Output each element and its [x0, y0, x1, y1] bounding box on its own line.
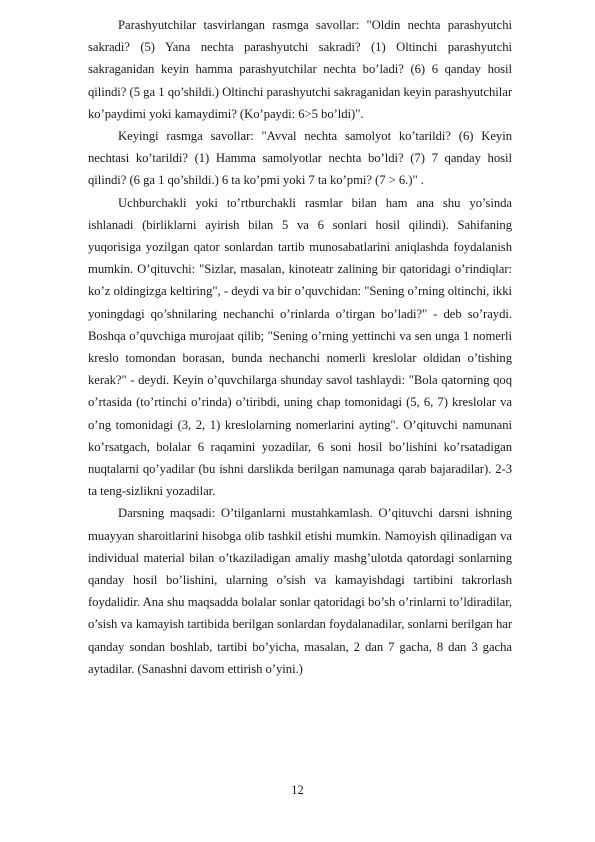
paragraph-parachutists: Parashyutchilar tasvirlangan rasmga savollar: "Oldin nechta parashyutchi sakradi? (5) Yana nechta parashyutchi sakradi? (1) Oltinchi parashyutchi sakraganidan keyin hamma parashyutchilar nechta bo’ladi? (6) 6 qanday hosil qilindi? (5 ga 1 qo’shildi.) Oltinchi parashyutchi sakraganidan keyin parashyutchilar ko’paydimi yoki kamaydimi? (Ko’paydi: 6>5 bo’ldi)". — [88, 18, 512, 121]
paragraph-cinema-seats: Uchburchakli yoki to’rtburchakli rasmlar bilan ham ana shu yo’sinda ishlanadi (birliklarni ayirish bilan 5 va 6 sonlari hosil qilindi). Sahifaning yuqorisiga yozilgan qator sonlardan tartib munosabatlarini aniqlashda foydalanish mumkin. O’qituvchi: "Sizlar, masalan, kinoteatr zalining bir qatoridagi o’rindiqlar: ko’z oldingizga keltiring", - deydi va bir o’quvchidan: "Sening o’rning oltinchi, ikki yoningdagi qo’shnilaring nechanchi o’rinlarda o’tirgan bo’ladi?" - deb so’raydi. Boshqa o’quvchiga murojaat qilib; "Sening o’rning yettinchi va sen unga 1 nomerli kreslo tomondan borasan, bunda nechanchi nomerli kreslolar oldidan o’tishing kerak?" - deydi. Keyin o’quvchilarga shunday savol tashlaydi: "Bola qatorning qoq o’rtasida (to’rtinchi o’rinda) o’tiribdi, uning chap tomonidagi (5, 6, 7) kreslolar va o’ng tomonidagi (3, 2, 1) kreslolarning nomerlarini ayting". O’qituvchi namunani ko’rsatgach, bolalar 6 raqamini yozadilar, 6 soni hosil bo’lishini ko’rsatadigan nuqtalarni qo’yadilar (bu ishni darslikda berilgan namunaga qarab bajaradilar). 2-3 ta teng-sizlikni yozadilar. — [88, 195, 512, 499]
paragraph-airplanes: Keyingi rasmga savollar: "Avval nechta samolyot ko’tarildi? (6) Keyin nechtasi ko’tarildi? (1) Hamma samolyotlar nechta bo’ldi? (7) 7 qanday hosil qilindi? (6 ga 1 qo’shildi.) 6 ta ko’pmi yoki 7 ta ko’pmi? (7 > 6.)" . — [88, 129, 512, 188]
page-number: 12 — [291, 783, 304, 797]
paragraph-lesson-goal: Darsning maqsadi: O’tilganlarni mustahkamlash. O’qituvchi darsni ishning muayyan sharoitlarini hisobga olib tashkil etishi mumkin. Namoyish qilinadigan va individual material bilan o’tkaziladigan amaliy mashg’ulotda qatordagi sonlarning qanday hosil bo’lishini, ularning o’sish va kamayishdagi tartibini takrorlash foydalidir. Ana shu maqsadda bolalar sonlar qatoridagi bo’sh o’rinlarni to’ldiradilar, o’sish va kamayish tartibida berilgan sonlardan foydalanadilar, sonlarni berilgan har qanday sondan boshlab, tartibi bo’yicha, masalan, 2 dan 7 gacha, 8 dan 3 gacha aytadilar. (Sanashni davom ettirish o’yini.) — [88, 506, 512, 676]
body-text — [88, 14, 512, 680]
